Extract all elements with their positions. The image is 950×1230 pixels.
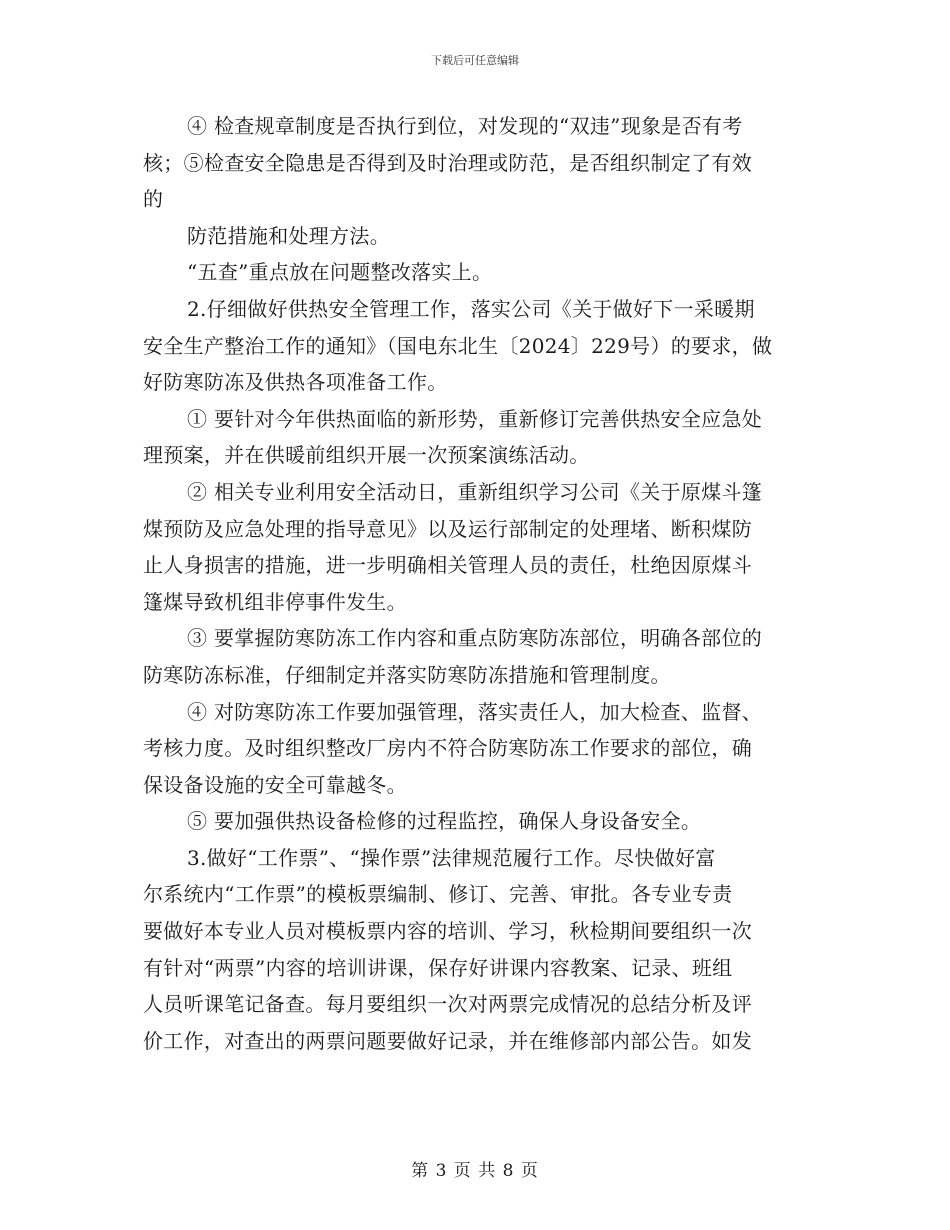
text-line: 人员听课笔记备查。每月要组织一次对两票完成情况的总结分析及评 [143,992,752,1017]
text-line: 核；⑤检查安全隐患是否得到及时治理或防范，是否组织制定了有效 [143,150,752,175]
text-line: 3.做好“工作票”、“操作票”法律规范履行工作。尽快做好富 [187,845,716,870]
text-line: 2.仔细做好供热安全管理工作，落实公司《关于做好下一采暖期 [187,296,755,321]
header-note: 下载后可任意编辑 [431,54,519,67]
document-body [143,108,805,1059]
text-line: 要做好本专业人员对模板票内容的培训、学习，秋检期间要组织一次 [143,919,752,944]
text-line: 防范措施和处理方法。 [187,223,390,248]
text-line: ③ 要掌握防寒防冻工作内容和重点防寒防冻部位，明确各部位的 [187,626,763,651]
text-line: ④ 对防寒防冻工作要加强管理，落实责任人，加大检查、监督、 [187,699,763,724]
page-footer: 第 3 页 共 8 页 [411,1161,539,1181]
text-line: 防寒防冻标准，仔细制定并落实防寒防冻措施和管理制度。 [143,662,671,687]
text-line: ⑤ 要加强供热设备检修的过程监控，确保人身设备安全。 [187,809,702,834]
text-line: 保设备设施的安全可靠越冬。 [143,772,407,797]
text-line: ① 要针对今年供热面临的新形势，重新修订完善供热安全应急处 [187,406,763,431]
text-line: ② 相关专业利用安全活动日，重新组织学习公司《关于原煤斗篷 [187,479,763,504]
text-line: 有针对“两票”内容的培训讲课，保存好讲课内容教案、记录、班组 [143,955,733,980]
text-line: 考核力度。及时组织整改厂房内不符合防寒防冻工作要求的部位，确 [143,736,752,761]
text-line: 尔系统内“工作票”的模板票编制、修订、完善、审批。各专业专责 [143,882,733,907]
text-line: 价工作，对查出的两票问题要做好记录，并在维修部内部公告。如发 [143,1028,752,1053]
text-line: 安全生产整治工作的通知》（国电东北生〔2024〕229号）的要求，做 [143,333,773,358]
text-line: 止人身损害的措施，进一步明确相关管理人员的责任，杜绝因原煤斗 [143,553,752,578]
text-line: 的 [143,187,164,212]
text-line: 煤预防及应急处理的指导意见》以及运行部制定的处理堵、断积煤防 [143,516,752,541]
text-line: 好防寒防冻及供热各项准备工作。 [143,370,448,395]
text-line: ④ 检查规章制度是否执行到位，对发现的“双违”现象是否有考 [187,114,743,138]
text-line: 理预案，并在供暖前组织开展一次预案演练活动。 [143,443,590,468]
text-line: 篷煤导致机组非停事件发生。 [143,589,407,614]
text-line: “五查”重点放在问题整改落实上。 [187,260,493,285]
